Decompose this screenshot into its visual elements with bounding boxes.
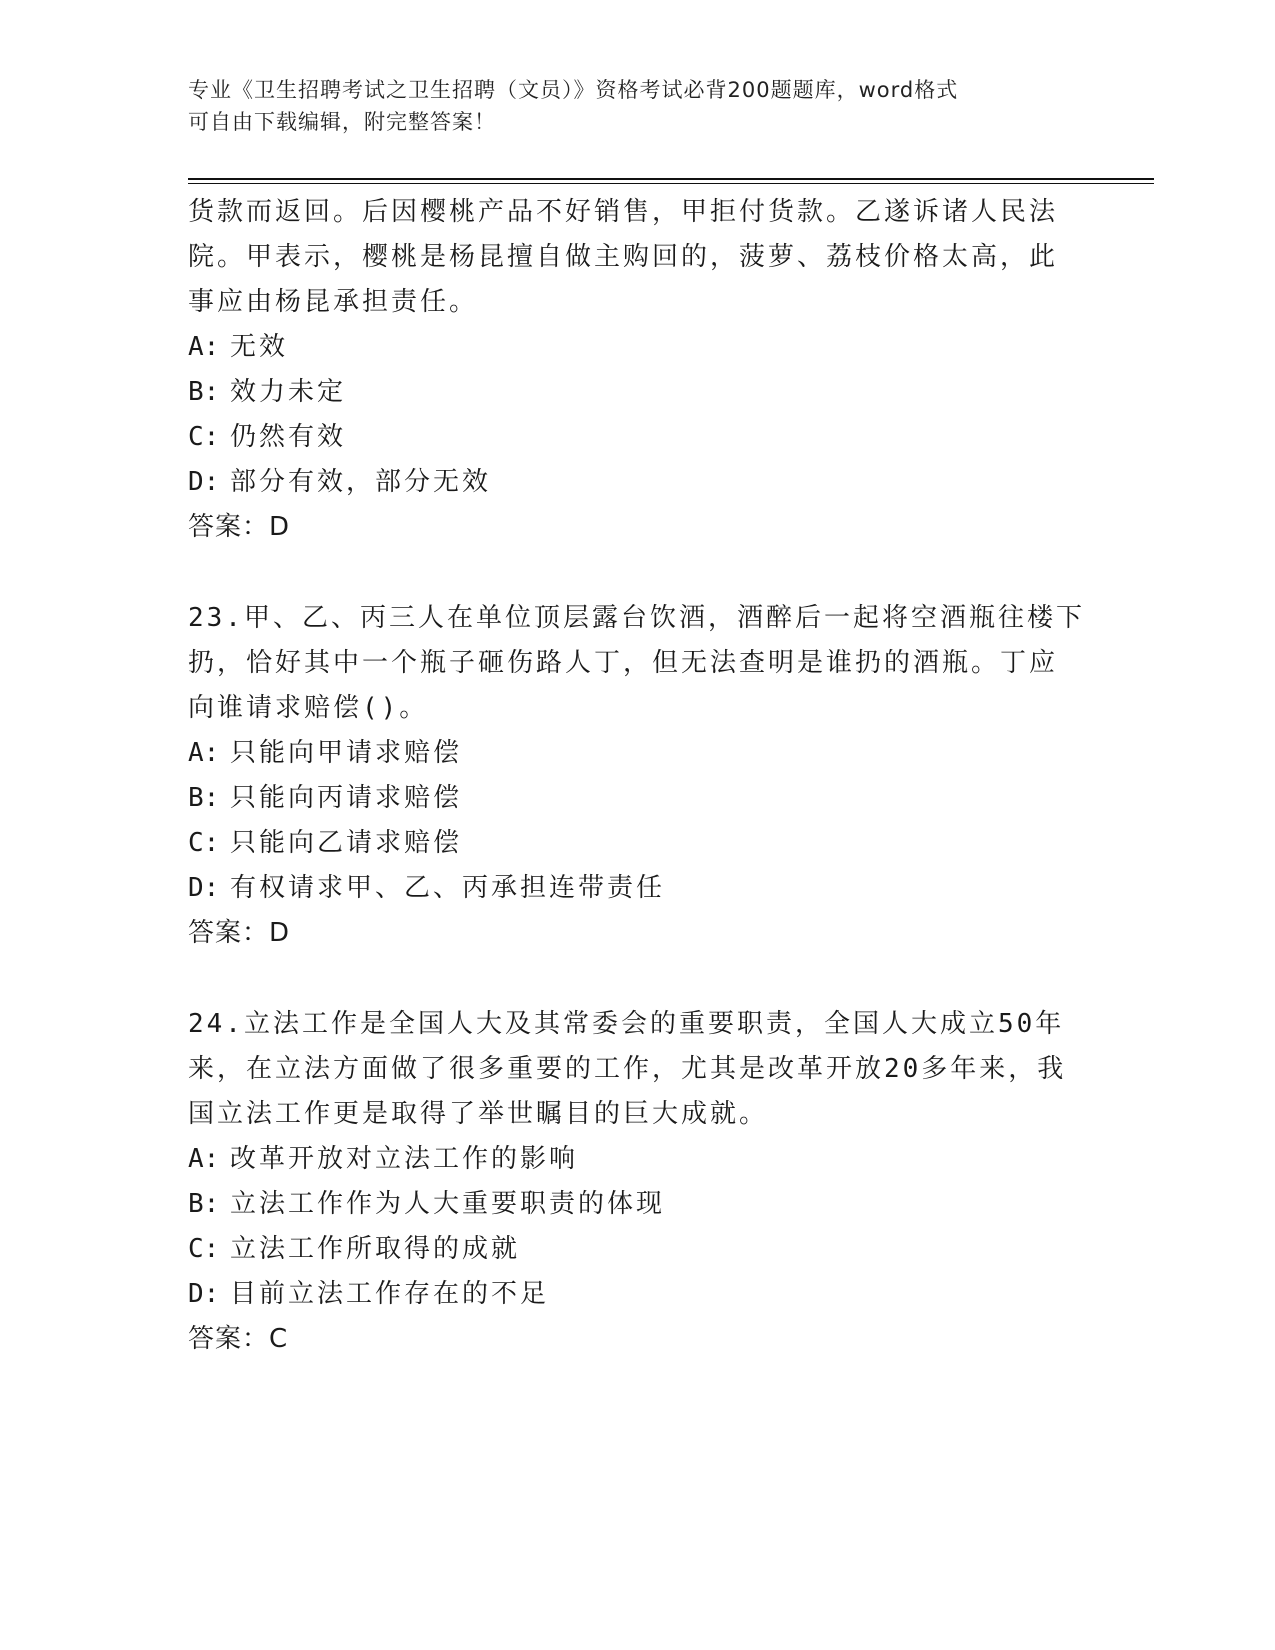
question-text-line: 24.立法工作是全国人大及其常委会的重要职责，全国人大成立50年	[188, 1009, 1065, 1039]
option-text: 只能向甲请求赔偿	[230, 738, 463, 768]
option-c	[188, 1227, 1088, 1272]
option-a	[188, 731, 1088, 776]
option-letter: A:	[188, 1144, 220, 1174]
option-text: 目前立法工作存在的不足	[230, 1279, 550, 1309]
option-letter: D:	[188, 467, 220, 497]
question-text-line: 23.甲、乙、丙三人在单位顶层露台饮酒，酒醉后一起将空酒瓶往楼下	[188, 603, 1085, 633]
header-title-line-1: 专业《卫生招聘考试之卫生招聘（文员）》资格考试必背200题题库，word格式	[188, 78, 959, 102]
question-text-line: 扔，恰好其中一个瓶子砸伤路人丁，但无法查明是谁扔的酒瓶。丁应	[188, 648, 1059, 678]
page-header	[188, 74, 1088, 138]
question-block-24	[188, 1002, 1088, 1362]
answer-line: 答案：D	[188, 918, 291, 948]
option-b	[188, 1182, 1088, 1227]
question-text-line: 院。甲表示，樱桃是杨昆擅自做主购回的，菠萝、荔枝价格太高，此	[188, 242, 1059, 272]
header-rule-thick	[188, 178, 1154, 180]
document-body	[188, 190, 1088, 1362]
answer-line: 答案：C	[188, 1324, 289, 1354]
question-text-line: 向谁请求赔偿()。	[188, 693, 429, 723]
option-d	[188, 866, 1088, 911]
option-letter: B:	[188, 377, 220, 407]
option-c	[188, 415, 1088, 460]
option-text: 仍然有效	[230, 422, 347, 452]
option-text: 有权请求甲、乙、丙承担连带责任	[230, 873, 666, 903]
header-rule-thin	[188, 183, 1154, 184]
question-text-line: 国立法工作更是取得了举世瞩目的巨大成就。	[188, 1099, 769, 1129]
option-text: 立法工作所取得的成就	[230, 1234, 521, 1264]
option-letter: D:	[188, 873, 220, 903]
option-c	[188, 821, 1088, 866]
option-b	[188, 776, 1088, 821]
option-letter: C:	[188, 422, 220, 452]
option-a	[188, 1137, 1088, 1182]
option-d	[188, 460, 1088, 505]
option-letter: D:	[188, 1279, 220, 1309]
option-letter: B:	[188, 783, 220, 813]
option-text: 无效	[230, 332, 289, 362]
option-text: 立法工作作为人大重要职责的体现	[230, 1189, 666, 1219]
option-b	[188, 370, 1088, 415]
question-text-line: 货款而返回。后因樱桃产品不好销售，甲拒付货款。乙遂诉诸人民法	[188, 197, 1059, 227]
option-text: 部分有效，部分无效	[230, 467, 492, 497]
option-letter: C:	[188, 828, 220, 858]
option-text: 只能向丙请求赔偿	[230, 783, 463, 813]
option-letter: C:	[188, 1234, 220, 1264]
option-letter: A:	[188, 332, 220, 362]
option-d	[188, 1272, 1088, 1317]
header-title-line-2: 可自由下载编辑，附完整答案！	[188, 110, 496, 134]
option-text: 只能向乙请求赔偿	[230, 828, 463, 858]
option-text: 改革开放对立法工作的影响	[230, 1144, 579, 1174]
answer-line: 答案：D	[188, 512, 291, 542]
question-block-23	[188, 596, 1088, 956]
option-a	[188, 325, 1088, 370]
question-block-continued	[188, 190, 1088, 550]
question-text-line: 事应由杨昆承担责任。	[188, 287, 479, 317]
option-letter: A:	[188, 738, 220, 768]
question-text-line: 来，在立法方面做了很多重要的工作，尤其是改革开放20多年来，我	[188, 1054, 1067, 1084]
option-text: 效力未定	[230, 377, 347, 407]
option-letter: B:	[188, 1189, 220, 1219]
